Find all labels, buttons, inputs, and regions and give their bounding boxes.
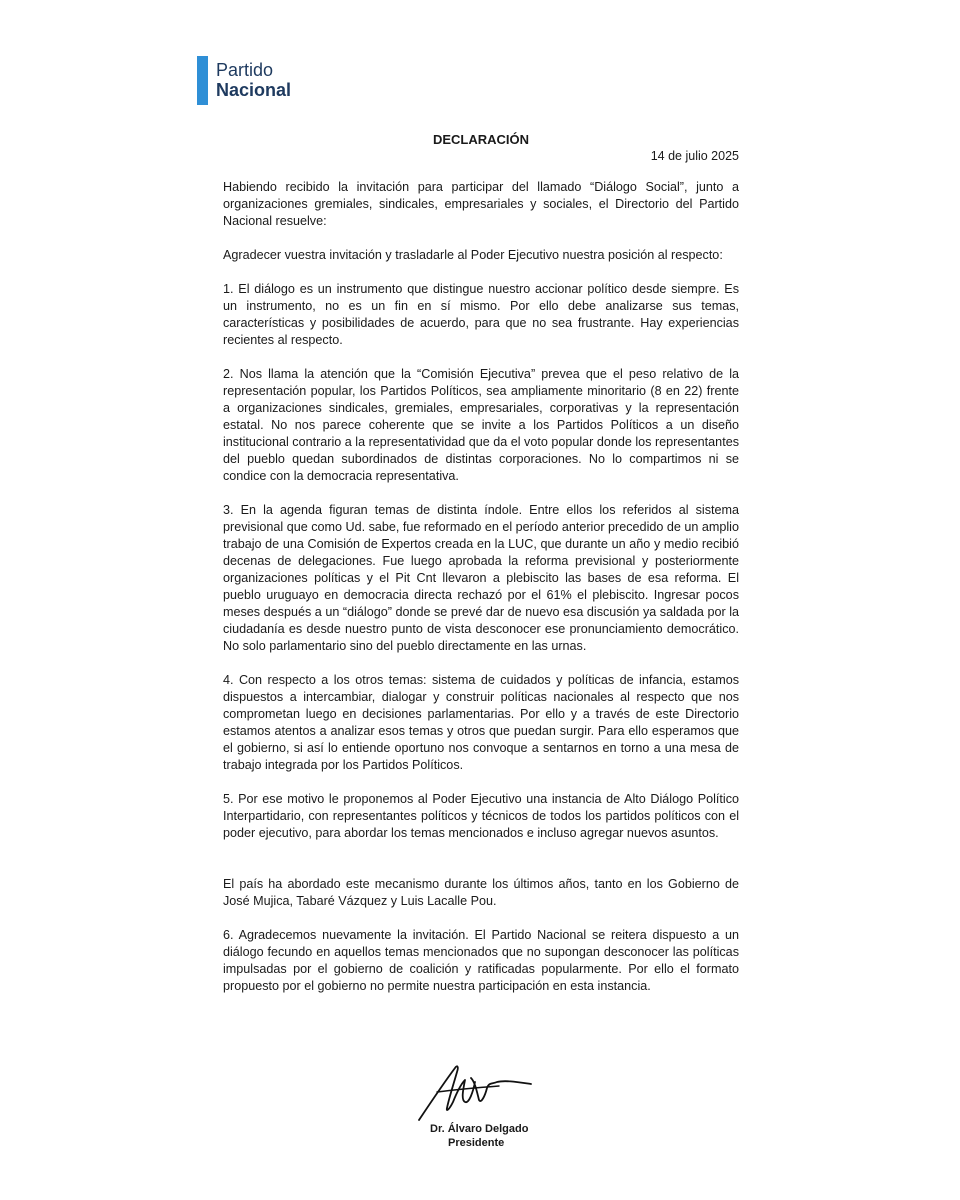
document-date: 14 de julio 2025 [650, 149, 739, 163]
paragraph-agradecer: Agradecer vuestra invitación y trasladarle al Poder Ejecutivo nuestra posición al respecto: [223, 248, 723, 262]
signatory-name: Dr. Álvaro Delgado [430, 1123, 529, 1135]
document-title: DECLARACIÓN [432, 132, 530, 147]
paragraph-point-2: 2. Nos llama la atención que la “Comisión Ejecutiva” prevea que el peso relativo de la representación popular, los Partidos Políticos, sea ampliamente minoritario (8 en 22) frente a organizaciones sindicales, gremiales, empresariales, corporativas y la representación estatal. No nos parece coherente que se invite a los Partidos Políticos a un diseño institucional contrario a la representatividad que da el voto popular donde los representantes del pueblo quedan subordinados de distintas corporaciones. No lo compartimos ni se condice con la democracia representativa. [223, 367, 739, 483]
paragraph-mecanismo: El país ha abordado este mecanismo durante los últimos años, tanto en los Gobierno de José Mujica, Tabaré Vázquez y Luis Lacalle Pou. [223, 877, 739, 908]
logo-text-partido: Partido [216, 60, 274, 80]
party-logo [197, 56, 317, 106]
paragraph-point-1: 1. El diálogo es un instrumento que distingue nuestro accionar político desde siempre. Es un instrumento, no es un fin en sí mismo. Por ello debe analizarse sus temas, características y posibilidades de acuerdo, para que no sea frustrante. Hay experiencias recientes al respecto. [223, 282, 739, 347]
logo-text-nacional: Nacional [216, 80, 292, 100]
paragraph-point-5: 5. Por ese motivo le proponemos al Poder Ejecutivo una instancia de Alto Diálogo Político Interpartidario, con representantes políticos y técnicos de todos los partidos políticos con el poder ejecutivo, para abordar los temas mencionados e incluso agregar nuevos asuntos. [223, 792, 739, 840]
document-body [223, 179, 739, 1012]
signatory-role: Presidente [448, 1137, 505, 1149]
logo-accent-bar [197, 56, 208, 105]
paragraph-point-3: 3. En la agenda figuran temas de distinta índole. Entre ellos los referidos al sistema previsional que como Ud. sabe, fue reformado en el período anterior precedido de un amplio trabajo de una Comisión de Expertos creada en la LUC, que durante un año y medio recibió decenas de delegaciones. Fue luego aprobada la reforma previsional y posteriormente organizaciones políticas y el Pit Cnt llevaron a plebiscito las bases de esa reforma. El pueblo uruguayo en democracia directa rechazó por el 61% el plebiscito. Ingresar pocos meses después a un “diálogo” donde se prevé dar de nuevo esa discusión ya saldada por la ciudadanía es desde nuestro punto de vista desconocer ese pronunciamiento democrático. No solo parlamentario sino del pueblo directamente en las urnas. [223, 503, 739, 653]
handwritten-signature [413, 1062, 553, 1122]
paragraph-point-4: 4. Con respecto a los otros temas: sistema de cuidados y políticas de infancia, estamos dispuestos a intercambiar, dialogar y construir políticas nacionales al respecto que nos comprometan luego en decisiones parlamentarias. Por ello y a través de este Directorio estamos atentos a analizar esos temas y otros que puedan surgir. Para ello esperamos que el gobierno, si así lo entiende oportuno nos convoque a sentarnos en torno a una mesa de trabajo integrada por los Partidos Políticos. [223, 673, 739, 772]
paragraph-intro: Habiendo recibido la invitación para participar del llamado “Diálogo Social”, junto a organizaciones gremiales, sindicales, empresariales y sociales, el Directorio del Partido Nacional resuelve: [223, 180, 739, 228]
paragraph-point-6: 6. Agradecemos nuevamente la invitación. El Partido Nacional se reitera dispuesto a un diálogo fecundo en aquellos temas mencionados que no supongan desconocer las políticas impulsadas por el gobierno de coalición y ratificadas popularmente. Por ello el formato propuesto por el gobierno no permite nuestra participación en esta instancia. [223, 928, 739, 993]
